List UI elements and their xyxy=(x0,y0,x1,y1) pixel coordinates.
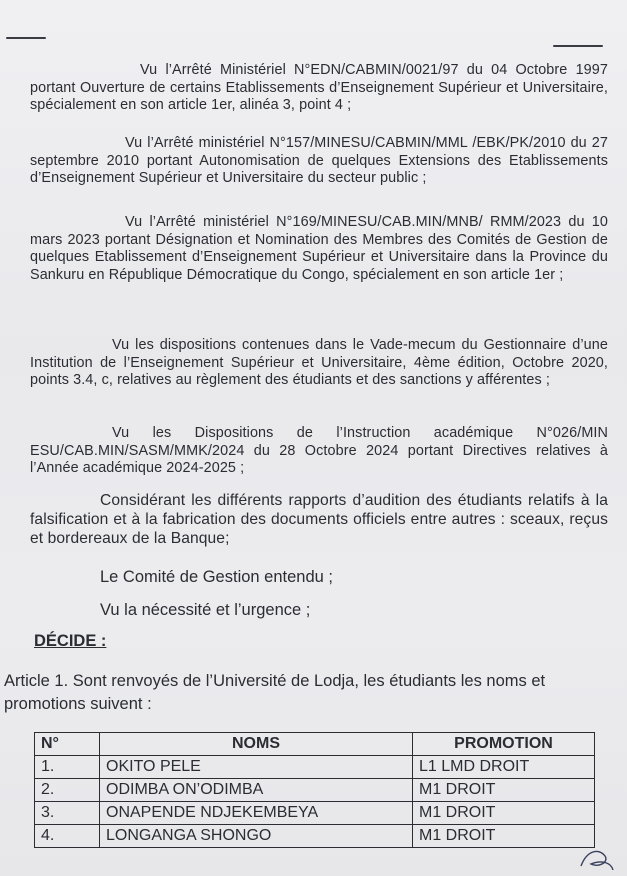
header-numero: N° xyxy=(35,733,100,756)
header-noms: NOMS xyxy=(100,733,413,756)
preamble-arrete-2010: Vu l’Arrêté ministériel N°157/MINESU/CABMIN/MML /EBK/PK/2010 du 27 septembre 2010 portant Autonomisation de quelques Extensions des Etablissements d’Enseignement Supérieur et Universitaire du secteur public ; xyxy=(30,135,608,186)
preamble-instruction-academique: Vu les Dispositions de l’Instruction académique N°026/MIN ESU/CAB.MIN/SASM/MMK/2024 du 28 Octobre 2024 portant Directives relatives à l’Année académique 2024-2025 ; xyxy=(30,425,608,476)
preamble-arrete-1997: Vu l’Arrêté Ministériel N°EDN/CABMIN/0021/97 du 04 Octobre 1997 portant Ouverture de certains Etablissements d’Enseignement Supérieur et Universitaire, spécialement en son article 1er, alinéa 3, point 4 ; xyxy=(30,62,608,113)
table-row xyxy=(35,802,595,825)
table-row xyxy=(35,756,595,779)
table-row xyxy=(35,779,595,802)
students-table xyxy=(34,732,595,848)
cell-nom: ONAPENDE NDJEKEMBEYA xyxy=(100,802,413,825)
table-header-row xyxy=(35,733,595,756)
decide-heading: DÉCIDE : xyxy=(34,632,107,650)
cell-promotion: L1 LMD DROIT xyxy=(413,756,595,779)
cell-numero: 2. xyxy=(35,779,100,802)
table-row xyxy=(35,825,595,848)
preamble-arrete-2023: Vu l’Arrêté ministériel N°169/MINESU/CAB.MIN/MNB/ RMM/2023 du 10 mars 2023 portant Désignation et Nomination des Membres des Comités de Gestion de quelques Etablissement d’Enseignement Supérieur et Universitaire dans la Province du Sankuru en République Démocratique du Congo, spécialement en son article 1er ; xyxy=(30,214,608,283)
comite-gestion-line: Le Comité de Gestion entendu ; xyxy=(100,568,333,586)
cell-nom: ODIMBA ON’ODIMBA xyxy=(100,779,413,802)
header-promotion: PROMOTION xyxy=(413,733,595,756)
initials-scribble xyxy=(577,844,617,872)
pen-mark-top-right xyxy=(553,45,603,47)
cell-numero: 1. xyxy=(35,756,100,779)
preamble-considerant: Considérant les différents rapports d’audition des étudiants relatifs à la falsification et à la fabrication des documents officiels entre autres : sceaux, reçus et bordereaux de la Banque; xyxy=(30,492,608,547)
cell-promotion: M1 DROIT xyxy=(413,779,595,802)
preamble-vade-mecum: Vu les dispositions contenues dans le Vade-mecum du Gestionnaire d’une Institution de l’Enseignement Supérieur et Universitaire, 4ème édition, Octobre 2020, points 3.4, c, relatives au règlement des étudiants et des sanctions y afférentes ; xyxy=(30,337,608,388)
pen-mark-top-left xyxy=(6,37,46,39)
cell-promotion: M1 DROIT xyxy=(413,825,595,848)
necessite-urgence-line: Vu la nécessité et l’urgence ; xyxy=(100,601,311,619)
cell-nom: LONGANGA SHONGO xyxy=(100,825,413,848)
cell-promotion: M1 DROIT xyxy=(413,802,595,825)
article-1: Article 1. Sont renvoyés de l’Université de Lodja, les étudiants les noms et promotions suivent : xyxy=(4,672,546,713)
cell-nom: OKITO PELE xyxy=(100,756,413,779)
cell-numero: 4. xyxy=(35,825,100,848)
cell-numero: 3. xyxy=(35,802,100,825)
